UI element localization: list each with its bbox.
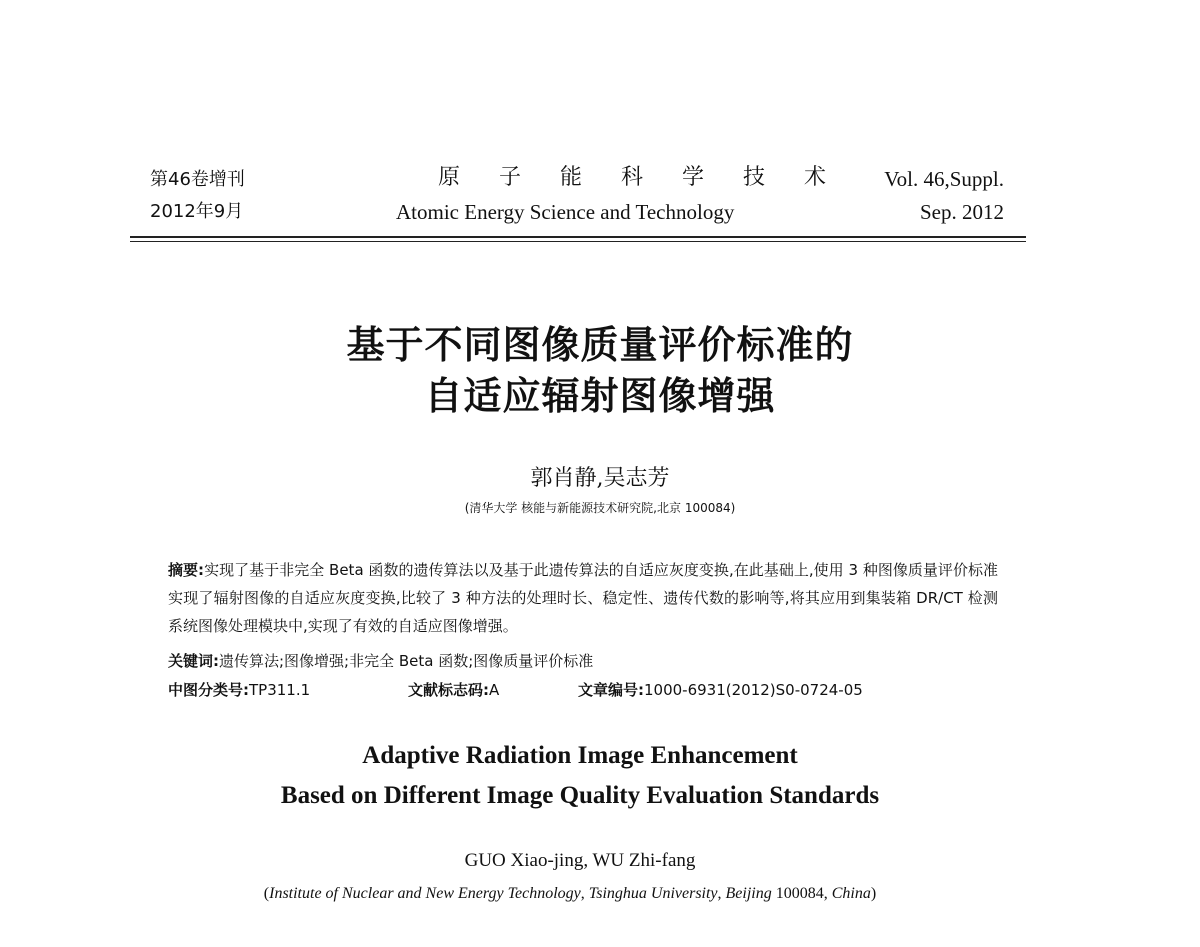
affil-university: Tsinghua University <box>588 885 718 902</box>
title-en-line1: Adaptive Radiation Image Enhancement <box>362 742 798 769</box>
header-rule-bottom <box>130 241 1026 242</box>
affil-country: China <box>831 885 871 902</box>
title-cn-line2: 自适应辐射图像增强 <box>424 374 776 418</box>
journal-title-en: Atomic Energy Science and Technology <box>396 200 735 224</box>
volume-label-en: Vol. 46,Suppl. <box>884 167 1004 191</box>
affiliation-cn: (清华大学 核能与新能源技术研究院,北京 100084) <box>464 501 736 515</box>
doc-label: 文献标志码: <box>408 681 489 699</box>
article-label: 文章编号: <box>578 681 644 699</box>
title-cn-line1: 基于不同图像质量评价标准的 <box>346 323 854 367</box>
clc-label: 中图分类号: <box>168 681 249 699</box>
authors-en: GUO Xiao-jing, WU Zhi-fang <box>464 850 696 871</box>
abstract-label: 摘要: <box>168 561 205 579</box>
affil-postcode: 100084, <box>771 885 832 902</box>
clc-number <box>168 679 310 700</box>
header-rule-top <box>130 236 1026 238</box>
keywords-text: 遗传算法;图像增强;非完全 Beta 函数;图像质量评价标准 <box>219 652 594 670</box>
affil-close: ) <box>870 885 877 902</box>
keywords-label: 关键词: <box>168 652 219 670</box>
authors-cn: 郭肖静,吴志芳 <box>530 466 670 491</box>
affil-city: Beijing <box>725 885 772 902</box>
document-code <box>408 679 499 700</box>
article-number <box>578 679 863 700</box>
abstract <box>168 556 998 640</box>
journal-title-cn: 原 子 能 科 学 技 术 <box>438 165 842 190</box>
date-label-cn: 2012年9月 <box>150 201 244 222</box>
affil-sep2: , <box>717 885 726 902</box>
affil-sep1: , <box>580 885 589 902</box>
keywords <box>168 650 593 671</box>
affil-open: ( <box>263 885 270 902</box>
affil-institute: Institute of Nuclear and New Energy Technology <box>269 885 581 902</box>
affiliation-en <box>0 885 1140 903</box>
doc-value: A <box>489 681 500 699</box>
abstract-text: 实现了基于非完全 Beta 函数的遗传算法以及基于此遗传算法的自适应灰度变换,在此基础上,使用 3 种图像质量评价标准实现了辐射图像的自适应灰度变换,比较了 3 种方法的处理时长、稳定性、遗传代数的影响等,将其应用到集装箱 DR/CT 检测系统图像处理模块中,实现了有效的自适应图像增强。 <box>168 561 999 635</box>
clc-value: TP311.1 <box>249 681 311 699</box>
article-value: 1000-6931(2012)S0-0724-05 <box>644 681 863 699</box>
volume-label-cn: 第46卷增刊 <box>150 169 245 190</box>
date-label-en: Sep. 2012 <box>920 200 1004 224</box>
title-en-line2: Based on Different Image Quality Evaluation Standards <box>280 782 880 809</box>
